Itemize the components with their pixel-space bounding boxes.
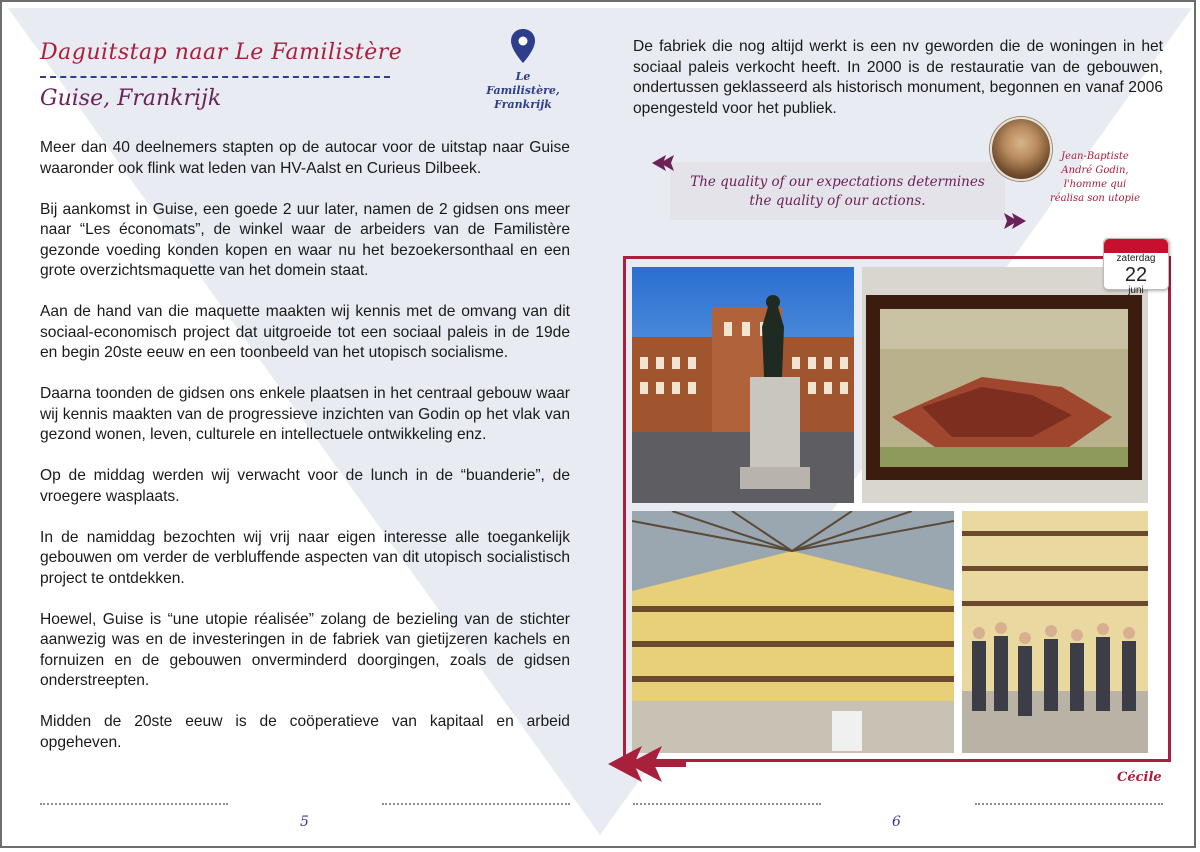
painting-photo <box>862 267 1148 503</box>
location-line-2: Frankrijk <box>494 98 552 111</box>
author-signature: Cécile <box>1117 770 1162 785</box>
quote-line-1: The quality of our expectations determines <box>690 174 985 190</box>
paragraph: De fabriek die nog altijd werkt is een nv geworden die de woningen in het sociaal paleis verkocht heeft. In 2000 is de restauratie van de gebouwen, ondertussen geklasseerd als historisch monument, begonnen en vanaf 2006 opengesteld voor het publiek. <box>633 38 1163 117</box>
article-title: Daguitstap naar Le Familistère <box>40 40 403 65</box>
arrow-left-icon <box>650 152 678 174</box>
paragraph: Hoewel, Guise is “une utopie réalisée” zolang de bezieling van de stichter aanwezig was en de investeringen in de fabriek van gietijzeren kachels en fornuizen en de gebouwen onverminderd doorgingen, zoals de gidsen onderstreepten. <box>40 610 570 689</box>
calendar-date <box>1103 228 1167 296</box>
calendar-day: 22 <box>1124 264 1148 286</box>
caption-line-2: André Godin, <box>1061 165 1129 176</box>
footer-divider <box>382 803 570 805</box>
big-arrow-left-icon <box>606 742 686 786</box>
atrium-photo <box>632 511 954 753</box>
article-subtitle: Guise, Frankrijk <box>40 86 222 111</box>
paragraph: Midden de 20ste eeuw is de coöperatieve van kapitaal en arbeid opgeheven. <box>40 713 570 751</box>
quote-text <box>670 173 1005 211</box>
page-number-right: 6 <box>892 814 901 830</box>
calendar-header <box>1104 239 1168 253</box>
paragraph: In de namiddag bezochten wij vrij naar eigen interesse alle toegankelijk gebouwen om verder de verbluffende aspecten van dit utopisch socialistisch project te ontdekken. <box>40 528 570 587</box>
caption-line-3: l'homme qui <box>1063 179 1127 190</box>
footer-divider <box>633 803 821 805</box>
page-number-left: 5 <box>300 814 309 830</box>
paragraph: Op de middag werden wij verwacht voor de lunch in de “buanderie”, de vroegere wasplaats. <box>40 467 570 505</box>
quote-line-2: the quality of our actions. <box>749 193 926 209</box>
location-label <box>478 70 568 112</box>
caption-line-4: réalisa son utopie <box>1049 193 1141 204</box>
right-column <box>633 37 1163 119</box>
paragraph: Daarna toonden de gidsen ons enkele plaatsen in het centraal gebouw waar wij kennis maakten van de progressieve inzichten van Godin op het vlak van gezond wonen, leven, culturele en intellectuele ontwikkeling enz. <box>40 385 570 443</box>
calendar-month: juni <box>1128 285 1144 296</box>
arrow-right-icon <box>1000 210 1028 232</box>
paragraph: Bij aankomst in Guise, een goede 2 uur later, namen de 2 gidsen ons meer naar “Les économats”, de winkel waar de arbeiders van de Familistère gezonde voeding konden kopen en waar nu het bezoekersonthaal en een grote overzichtsmaquette van het domein staat. <box>40 200 570 279</box>
title-divider <box>40 76 390 78</box>
footer-divider <box>975 803 1163 805</box>
portrait-caption <box>1040 150 1150 206</box>
group-photo <box>962 511 1148 753</box>
statue-photo <box>632 267 854 503</box>
paragraph: Aan de hand van die maquette maakten wij kennis met de omvang van dit sociaal-economisch project dat uitgroeide tot een sociaal paleis in de 19de en begin 20ste eeuw en een toonbeeld van het utopisch socialisme. <box>40 303 570 361</box>
location-pin-icon <box>510 28 536 64</box>
calendar-body <box>1103 238 1169 296</box>
left-column <box>40 138 570 774</box>
location-line-1: Le Familistère, <box>486 70 560 97</box>
caption-line-1: Jean-Baptiste <box>1061 151 1129 162</box>
paragraph: Meer dan 40 deelnemers stapten op de autocar voor de uitstap naar Guise waaronder ook flink wat leden van HV-Aalst en Curieus Dilbeek. <box>40 139 570 177</box>
calendar-weekday: zaterdag <box>1116 253 1156 264</box>
footer-divider <box>40 803 228 805</box>
